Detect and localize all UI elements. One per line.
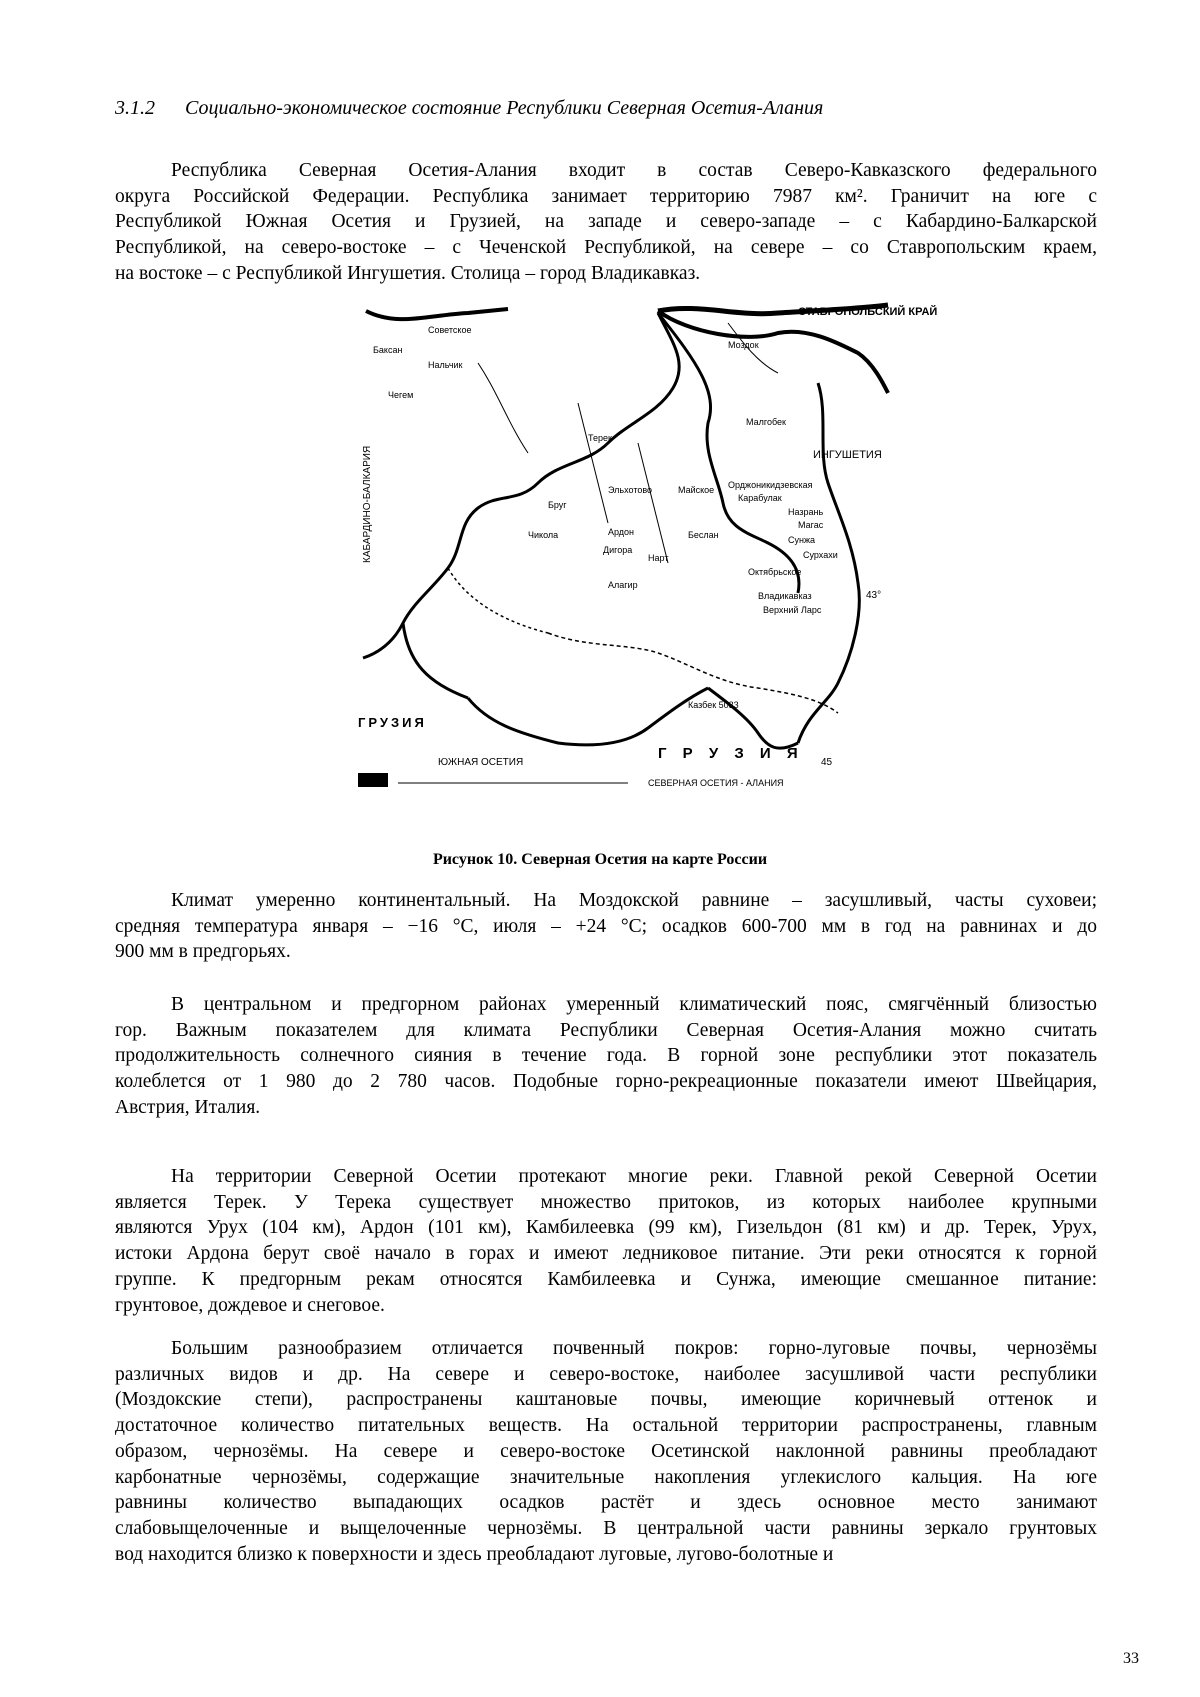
paragraph-line: образом, чернозёмы. На севере и северо-востоке Осетинской наклонной равнины преобладают	[115, 1440, 1097, 1462]
city-label: Моздок	[728, 340, 759, 350]
city-label: Октябрьское	[748, 567, 802, 577]
paragraph-line: достаточное количество питательных веществ. На остальной территории распространены, главным	[115, 1415, 1097, 1437]
city-label: Нальчик	[428, 360, 463, 370]
paragraph-line: колеблется от 1 980 до 2 780 часов. Подобные горно-рекреационные показатели имеют Швейцария,	[115, 1071, 1097, 1093]
paragraph-line: различных видов и др. На севере и северо-востоке, наиболее засушливой части республики	[115, 1363, 1097, 1385]
paragraph-line: слабовыщелоченные и выщелоченные чернозёмы. В центральной части равнины зеркало грунтовых	[115, 1517, 1097, 1539]
map-label-lat-45: 45	[821, 757, 833, 768]
city-label: Верхний Ларс	[763, 605, 822, 615]
city-label: Сурхахи	[803, 550, 838, 560]
city-label: Карабулак	[738, 493, 782, 503]
map-label-georgia-west: ГРУЗИЯ	[358, 715, 427, 730]
page-number: 33	[1123, 1650, 1139, 1667]
city-label: Советское	[428, 325, 472, 335]
map-label-ingushetia: ИНГУШЕТИЯ	[813, 449, 882, 461]
paragraph-line: грунтовое, дождевое и снеговое.	[115, 1294, 385, 1316]
paragraph-line: На территории Северной Осетии протекают многие реки. Главной рекой Северной Осетии	[171, 1166, 1097, 1187]
city-label: Сунжа	[788, 535, 815, 545]
paragraph-line: Республикой Южная Осетия и Грузией, на западе и северо-западе – с Кабардино-Балкарской	[115, 211, 1097, 233]
city-label: Малгобек	[746, 417, 786, 427]
city-label: Алагир	[608, 580, 638, 590]
city-label: Баксан	[373, 345, 403, 355]
north-ossetia-map	[358, 303, 938, 828]
paragraph-line: вод находится близко к поверхности и здесь преобладают луговые, лугово-болотные и	[115, 1543, 834, 1565]
map-label-south-ossetia: ЮЖНАЯ ОСЕТИЯ	[438, 757, 524, 768]
map-label-georgia-south: Г Р У З И Я	[658, 745, 804, 762]
city-label: Чикола	[528, 530, 559, 540]
paragraph-line: группе. К предгорным рекам относятся Камбилеевка и Сунжа, имеющие смешанное питание:	[115, 1268, 1097, 1290]
city-label: Эльхотово	[608, 485, 653, 495]
paragraph-line: равнины количество выпадающих осадков растёт и здесь основное место занимают	[115, 1492, 1097, 1514]
city-label: Бруг	[548, 500, 567, 510]
paragraph-line: является Терек. У Терека существует множество притоков, из которых наиболее крупными	[115, 1191, 1097, 1213]
figure-caption: Рисунок 10. Северная Осетия на карте России	[432, 851, 768, 868]
paragraph-climate	[115, 888, 1097, 965]
city-label: Ардон	[608, 527, 635, 537]
paragraph-line: средняя температура января – −16 °С, июля – +24 °С; осадков 600-700 мм в год на равнинах и до	[115, 915, 1097, 937]
paragraph-line: округа Российской Федерации. Республика занимает территорию 7987 км². Граничит на юге с	[115, 185, 1097, 207]
paragraph-line: Австрия, Италия.	[115, 1096, 261, 1118]
city-label: Нарт	[648, 553, 669, 563]
paragraph-line: Республикой, на северо-востоке – с Чеченской Республикой, на севере – со Ставропольским краем,	[115, 237, 1097, 259]
paragraph-line: 900 мм в предгорьях.	[115, 941, 291, 963]
paragraph-rivers	[115, 1164, 1097, 1318]
paragraph-soils	[115, 1336, 1097, 1567]
paragraph-line: карбонатные чернозёмы, содержащие значительные накопления углекислого кальция. На юге	[115, 1466, 1097, 1488]
map-label-lat-43: 43°	[866, 590, 882, 601]
section-number: 3.1.2	[115, 97, 155, 119]
section-title: Социально-экономическое состояние Республики Северная Осетия-Алания	[185, 97, 824, 119]
city-label: Дигора	[603, 545, 633, 555]
city-label: Владикавказ	[758, 591, 812, 601]
paragraph-sunshine	[115, 992, 1097, 1121]
city-label: Чегем	[388, 390, 414, 400]
paragraph-line: истоки Ардона берут своё начало в горах и имеют ледниковое питание. Эти реки относятся к горной	[115, 1243, 1097, 1265]
city-label: Беслан	[688, 530, 719, 540]
paragraph-intro	[115, 158, 1097, 287]
paragraph-line: гор. Важным показателем для климата Республики Северная Осетия-Алания можно считать	[115, 1019, 1097, 1041]
paragraph-line: В центральном и предгорном районах умеренный климатический пояс, смягчённый близостью	[171, 994, 1097, 1015]
paragraph-line: Климат умеренно континентальный. На Моздокской равнине – засушливый, часты суховеи;	[171, 890, 1097, 911]
map-label-stavropol: СТАВРОПОЛЬСКИЙ КРАЙ	[798, 306, 938, 318]
paragraph-line: Республика Северная Осетия-Алания входит в состав Северо-Кавказского федерального	[171, 160, 1097, 181]
city-label: Магас	[798, 520, 824, 530]
section-heading	[115, 97, 823, 120]
city-label: Орджоникидзевская	[728, 480, 813, 490]
paragraph-line: продолжительность солнечного сияния в течение года. В горной зоне республики этот показатель	[115, 1045, 1097, 1067]
paragraph-line: (Моздокские степи), распространены каштановые почвы, имеющие коричневый оттенок и	[115, 1389, 1097, 1411]
paragraph-line: Большим разнообразием отличается почвенный покров: горно-луговые почвы, чернозёмы	[171, 1338, 1097, 1359]
map-label-north-ossetia: СЕВЕРНАЯ ОСЕТИЯ - АЛАНИЯ	[648, 778, 784, 788]
city-label: Казбек 5033	[688, 700, 739, 710]
city-label: Назрань	[788, 507, 824, 517]
map-label-kbr: КАБАРДИНО-БАЛКАРИЯ	[362, 445, 373, 563]
city-label: Майское	[678, 485, 715, 495]
paragraph-line: на востоке – с Республикой Ингушетия. Столица – город Владикавказ.	[115, 262, 701, 284]
paragraph-line: являются Урух (104 км), Ардон (101 км), Камбилеевка (99 км), Гизельдон (81 км) и др. Терек, Урух,	[115, 1217, 1097, 1239]
city-label: Терек	[588, 433, 612, 443]
